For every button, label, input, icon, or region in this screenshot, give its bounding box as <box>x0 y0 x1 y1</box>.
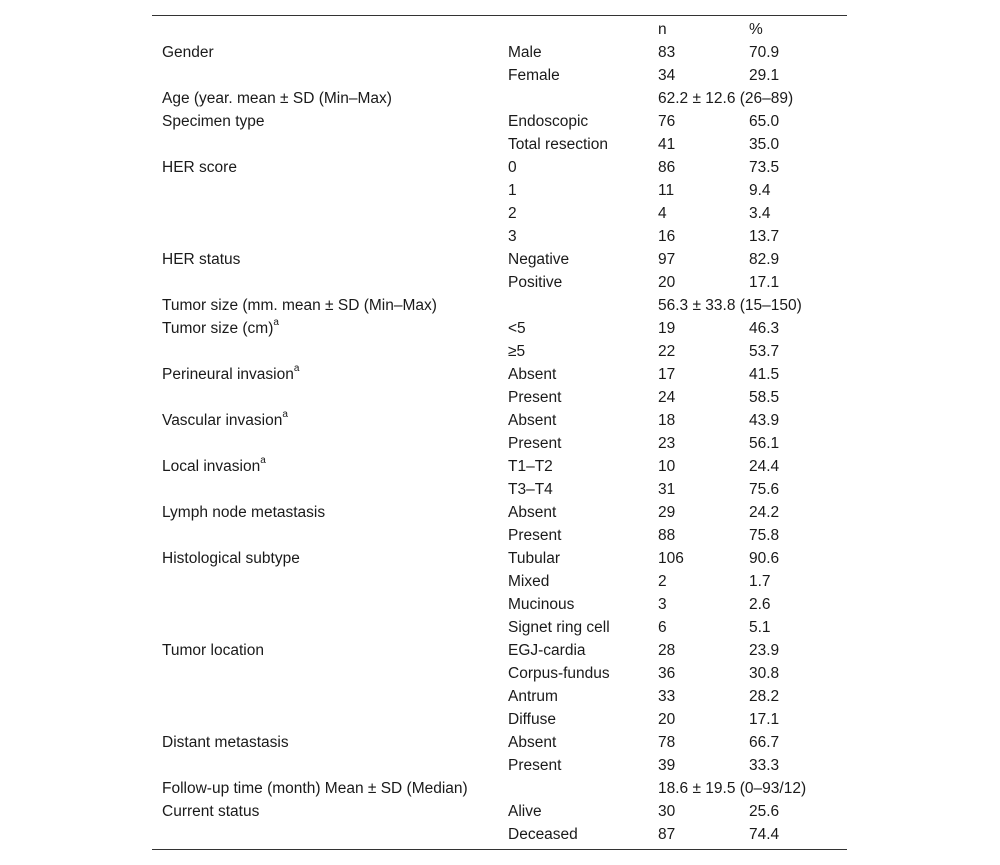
row-label <box>152 662 508 685</box>
row-percent: 33.3 <box>749 757 780 774</box>
row-category: Tubular <box>508 550 560 567</box>
row-category: T1–T2 <box>508 458 553 475</box>
row-percent: 5.1 <box>749 619 771 636</box>
row-label <box>152 616 508 639</box>
row-percent: 9.4 <box>749 182 771 199</box>
table-row <box>152 685 847 708</box>
row-category: EGJ-cardia <box>508 642 586 659</box>
row-percent: 28.2 <box>749 688 780 705</box>
row-percent: 56.1 <box>749 435 780 452</box>
row-category: Present <box>508 435 562 452</box>
row-percent: 24.2 <box>749 504 780 521</box>
row-count: 11 <box>658 182 675 199</box>
table-row <box>152 777 847 800</box>
row-label <box>152 110 508 133</box>
row-category: Present <box>508 389 562 406</box>
row-count: 87 <box>658 826 676 843</box>
row-label-text: Specimen type <box>162 113 265 130</box>
table-row <box>152 823 847 846</box>
row-percent: 46.3 <box>749 320 780 337</box>
row-count: 97 <box>658 251 676 268</box>
row-category: Absent <box>508 366 557 383</box>
row-count: 83 <box>658 44 676 61</box>
row-label-text: Follow-up time (month) Mean ± SD (Median) <box>162 780 468 797</box>
row-percent: 2.6 <box>749 596 771 613</box>
row-label-text: Tumor location <box>162 642 264 659</box>
row-category: Signet ring cell <box>508 619 610 636</box>
row-count: 18 <box>658 412 676 429</box>
table-row <box>152 294 847 317</box>
row-label <box>152 823 508 846</box>
row-summary-value: 18.6 ± 19.5 (0–93/12) <box>658 780 807 797</box>
row-category: Positive <box>508 274 563 291</box>
table-row <box>152 639 847 662</box>
table-row <box>152 731 847 754</box>
row-count: 20 <box>658 274 676 291</box>
row-label-text: Gender <box>162 44 214 61</box>
row-percent: 29.1 <box>749 67 780 84</box>
row-label <box>152 593 508 616</box>
row-count: 41 <box>658 136 676 153</box>
patient-characteristics-table <box>152 15 847 850</box>
row-label <box>152 524 508 547</box>
table-row <box>152 547 847 570</box>
footnote-marker: a <box>293 362 300 374</box>
row-category: 1 <box>508 182 517 199</box>
row-label <box>152 248 508 271</box>
table-row <box>152 800 847 823</box>
row-count: 24 <box>658 389 676 406</box>
table-row <box>152 41 847 64</box>
row-percent: 30.8 <box>749 665 780 682</box>
header-empty-label <box>152 18 508 41</box>
row-category: Present <box>508 757 562 774</box>
row-category: Mixed <box>508 573 550 590</box>
row-category: Endoscopic <box>508 113 589 130</box>
row-label <box>152 317 508 340</box>
row-percent: 75.8 <box>749 527 780 544</box>
row-label-text: Lymph node metastasis <box>162 504 326 521</box>
row-count: 34 <box>658 67 676 84</box>
row-count: 88 <box>658 527 676 544</box>
row-label <box>152 409 508 432</box>
row-percent: 70.9 <box>749 44 780 61</box>
row-category <box>508 294 658 317</box>
row-count: 10 <box>658 458 676 475</box>
row-label-text: Distant metastasis <box>162 734 289 751</box>
row-count: 36 <box>658 665 676 682</box>
row-percent: 24.4 <box>749 458 780 475</box>
row-label <box>152 363 508 386</box>
table-row <box>152 225 847 248</box>
row-count: 28 <box>658 642 676 659</box>
table-row <box>152 524 847 547</box>
row-percent: 13.7 <box>749 228 780 245</box>
table-row <box>152 409 847 432</box>
row-label <box>152 685 508 708</box>
row-count: 3 <box>658 596 667 613</box>
row-count: 33 <box>658 688 676 705</box>
row-percent: 53.7 <box>749 343 780 360</box>
row-label-text: Vascular invasion <box>162 412 283 429</box>
table-row <box>152 340 847 363</box>
row-percent: 17.1 <box>749 711 780 728</box>
row-label <box>152 478 508 501</box>
row-percent: 58.5 <box>749 389 780 406</box>
footnote-marker: a <box>273 316 279 328</box>
row-percent: 23.9 <box>749 642 780 659</box>
header-n: n <box>658 21 667 38</box>
row-label <box>152 340 508 363</box>
table-row <box>152 317 847 340</box>
table-row <box>152 363 847 386</box>
row-count: 39 <box>658 757 676 774</box>
row-count: 17 <box>658 366 676 383</box>
table-row <box>152 110 847 133</box>
row-percent: 41.5 <box>749 366 780 383</box>
row-percent: 75.6 <box>749 481 780 498</box>
row-label-text: Tumor size (mm. mean ± SD (Min–Max) <box>162 297 437 314</box>
row-count: 23 <box>658 435 676 452</box>
table-row <box>152 156 847 179</box>
footnote-marker: a <box>282 408 288 420</box>
row-category: Negative <box>508 251 570 268</box>
row-category: Absent <box>508 734 557 751</box>
row-percent: 3.4 <box>749 205 771 222</box>
row-summary-value: 56.3 ± 33.8 (15–150) <box>658 297 802 314</box>
table-row <box>152 179 847 202</box>
row-count: 78 <box>658 734 676 751</box>
row-percent: 73.5 <box>749 159 780 176</box>
table-row <box>152 271 847 294</box>
row-count: 22 <box>658 343 676 360</box>
table-row <box>152 662 847 685</box>
row-count: 4 <box>658 205 667 222</box>
row-percent: 1.7 <box>749 573 771 590</box>
table-row <box>152 616 847 639</box>
row-label-text: HER status <box>162 251 241 268</box>
row-category: Antrum <box>508 688 558 705</box>
table-header-row <box>152 18 847 41</box>
row-label <box>152 225 508 248</box>
row-label <box>152 754 508 777</box>
row-count: 19 <box>658 320 676 337</box>
row-label-text: Perineural invasion <box>162 366 294 383</box>
table-row <box>152 432 847 455</box>
row-label <box>152 87 508 110</box>
row-label <box>152 731 508 754</box>
row-label <box>152 294 508 317</box>
row-category: Male <box>508 44 542 61</box>
row-category: 0 <box>508 159 517 176</box>
row-percent: 43.9 <box>749 412 780 429</box>
row-label <box>152 708 508 731</box>
row-category: Present <box>508 527 562 544</box>
row-label <box>152 800 508 823</box>
row-label <box>152 501 508 524</box>
row-count: 6 <box>658 619 667 636</box>
row-label <box>152 179 508 202</box>
row-label <box>152 156 508 179</box>
table-row <box>152 570 847 593</box>
row-category: Absent <box>508 412 557 429</box>
row-percent: 66.7 <box>749 734 780 751</box>
row-count: 31 <box>658 481 676 498</box>
row-count: 30 <box>658 803 676 820</box>
row-percent: 17.1 <box>749 274 780 291</box>
row-percent: 90.6 <box>749 550 780 567</box>
row-label <box>152 777 508 800</box>
row-label-text: Histological subtype <box>162 550 300 567</box>
row-label <box>152 570 508 593</box>
row-percent: 74.4 <box>749 826 780 843</box>
row-percent: 82.9 <box>749 251 780 268</box>
row-label-text: Current status <box>162 803 260 820</box>
row-category: Alive <box>508 803 542 820</box>
row-category <box>508 777 658 800</box>
row-category: ≥5 <box>508 343 526 360</box>
row-count: 76 <box>658 113 676 130</box>
table-row <box>152 501 847 524</box>
header-empty-category <box>508 18 658 41</box>
row-label <box>152 455 508 478</box>
row-label <box>152 133 508 156</box>
row-label <box>152 271 508 294</box>
row-label <box>152 41 508 64</box>
row-label-text: Age (year. mean ± SD (Min–Max) <box>162 90 392 107</box>
row-label-text: Tumor size (cm) <box>162 320 274 337</box>
row-count: 2 <box>658 573 667 590</box>
table-row <box>152 708 847 731</box>
row-category: T3–T4 <box>508 481 553 498</box>
footnote-marker: a <box>260 454 266 466</box>
table-row <box>152 87 847 110</box>
row-category: Female <box>508 67 560 84</box>
row-percent: 65.0 <box>749 113 780 130</box>
row-category: 3 <box>508 228 517 245</box>
table-row <box>152 202 847 225</box>
data-table <box>152 18 847 846</box>
table-row <box>152 64 847 87</box>
table-row <box>152 248 847 271</box>
row-category: Corpus-fundus <box>508 665 610 682</box>
row-category: Absent <box>508 504 557 521</box>
row-label <box>152 64 508 87</box>
row-category: Mucinous <box>508 596 575 613</box>
row-percent: 25.6 <box>749 803 780 820</box>
row-label <box>152 639 508 662</box>
table-row <box>152 455 847 478</box>
row-count: 106 <box>658 550 684 567</box>
row-label <box>152 547 508 570</box>
table-row <box>152 478 847 501</box>
row-category <box>508 87 658 110</box>
row-label <box>152 386 508 409</box>
row-percent: 35.0 <box>749 136 780 153</box>
table-row <box>152 133 847 156</box>
row-count: 20 <box>658 711 676 728</box>
row-label <box>152 202 508 225</box>
row-count: 86 <box>658 159 676 176</box>
table-row <box>152 593 847 616</box>
row-category: <5 <box>508 320 526 337</box>
row-summary-value: 62.2 ± 12.6 (26–89) <box>658 90 794 107</box>
table-row <box>152 386 847 409</box>
row-count: 16 <box>658 228 676 245</box>
row-category: Deceased <box>508 826 578 843</box>
row-label-text: Local invasion <box>162 458 261 475</box>
row-category: Total resection <box>508 136 608 153</box>
row-category: Diffuse <box>508 711 556 728</box>
row-category: 2 <box>508 205 517 222</box>
header-percent: % <box>749 21 763 38</box>
table-row <box>152 754 847 777</box>
row-count: 29 <box>658 504 676 521</box>
row-label <box>152 432 508 455</box>
row-label-text: HER score <box>162 159 237 176</box>
